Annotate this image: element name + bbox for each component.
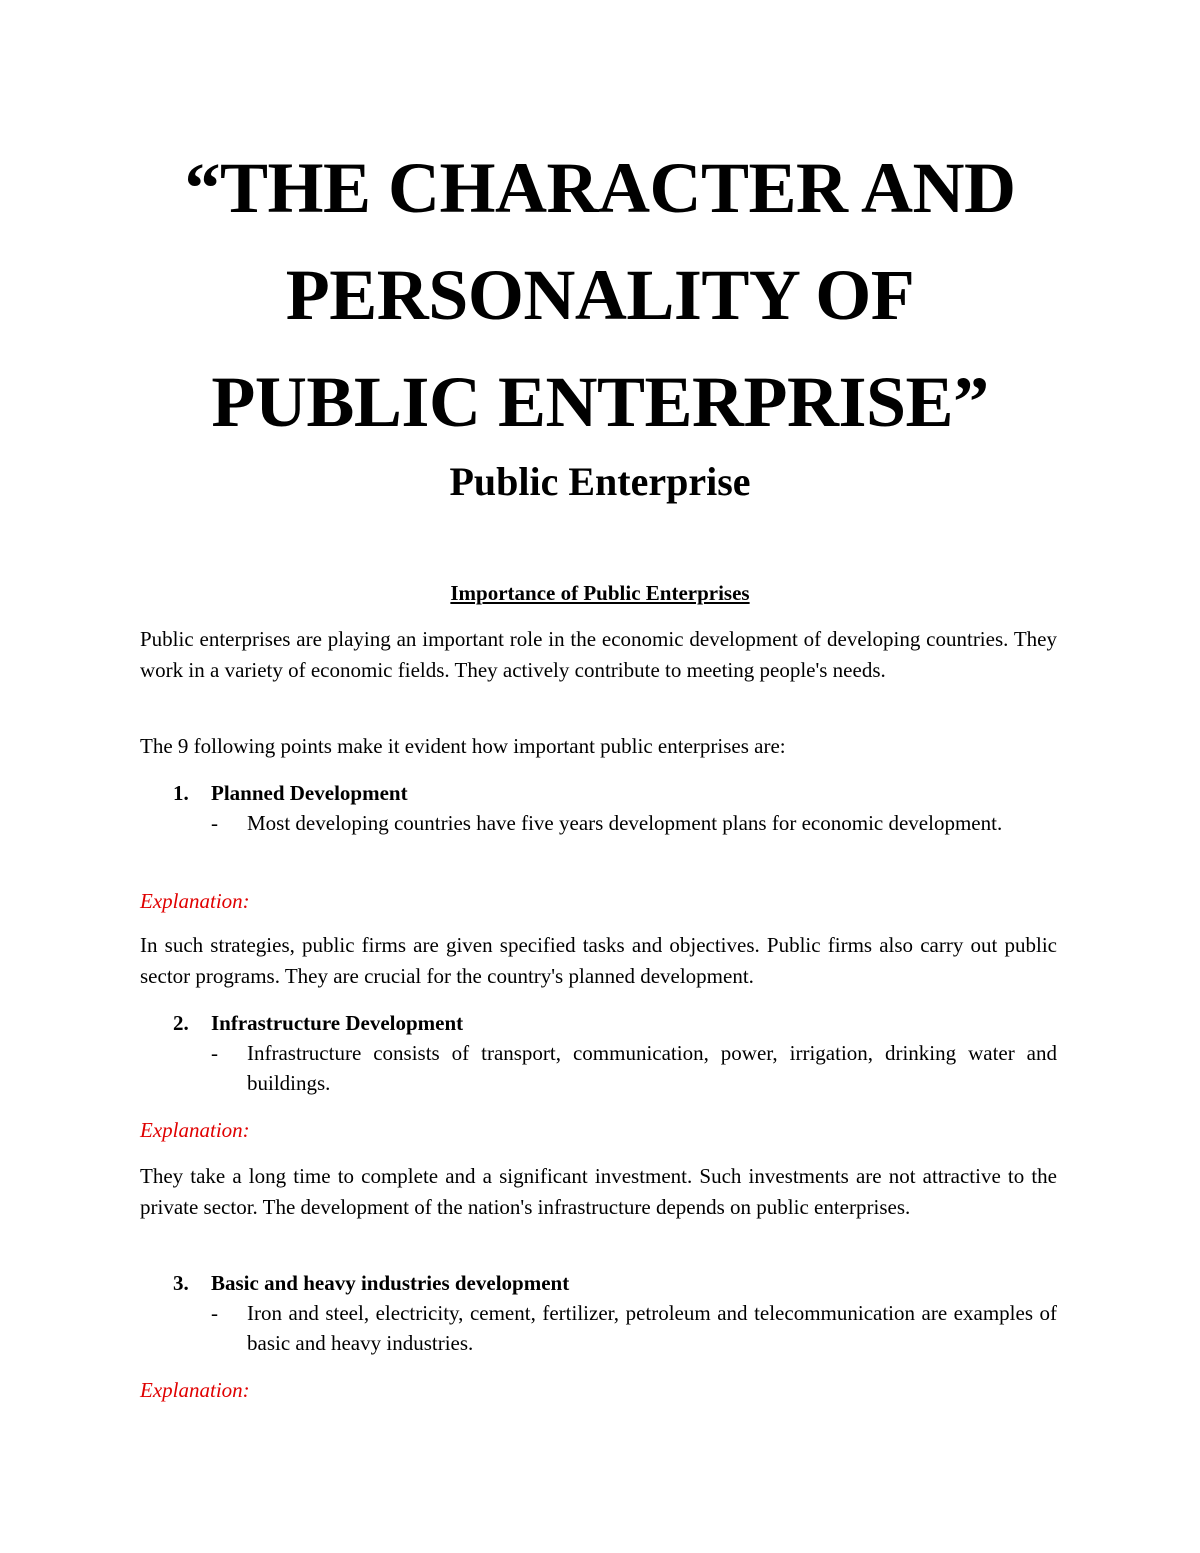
- list-item-detail-text: Iron and steel, electricity, cement, fertilizer, petroleum and telecommunication are examples of basic and heavy industries.: [247, 1301, 1057, 1355]
- list-item-detail-text: Most developing countries have five years development plans for economic development.: [247, 811, 1003, 835]
- list-item-number: 2.: [173, 1011, 189, 1035]
- list-item-number: 1.: [173, 781, 189, 805]
- explanation-paragraph: In such strategies, public firms are given specified tasks and objectives. Public firms also carry out public sector programs. They are crucial for the country's planned development.: [140, 933, 1057, 988]
- list-item-heading: Planned Development: [211, 781, 408, 805]
- explanation-label: Explanation:: [140, 1118, 250, 1142]
- list-item-number: 3.: [173, 1271, 189, 1295]
- list-item-heading: Infrastructure Development: [211, 1011, 464, 1035]
- list-item-detail: [211, 1038, 1057, 1098]
- list-item-title: [173, 778, 1057, 808]
- dash-bullet: -: [211, 1041, 218, 1065]
- list-item-detail: [211, 808, 1057, 838]
- list-item-title: [173, 1268, 1057, 1298]
- list-item-heading: Basic and heavy industries development: [211, 1271, 570, 1295]
- section-heading: Importance of Public Enterprises: [450, 581, 750, 605]
- document-title-line-3: PUBLIC ENTERPRISE”: [211, 362, 989, 442]
- dash-bullet: -: [211, 1301, 218, 1325]
- dash-bullet: -: [211, 811, 218, 835]
- document-subtitle: Public Enterprise: [449, 459, 751, 504]
- document-title-line-1: “THE CHARACTER AND: [184, 148, 1016, 228]
- explanation-label: Explanation:: [140, 1378, 250, 1402]
- list-item-detail-text: Infrastructure consists of transport, communication, power, irrigation, drinking water and buildings.: [247, 1041, 1057, 1095]
- explanation-label: Explanation:: [140, 889, 250, 913]
- intro-paragraph: Public enterprises are playing an important role in the economic development of developing countries. They work in a variety of economic fields. They actively contribute to meeting people's needs.: [140, 627, 1057, 682]
- list-item-title: [173, 1008, 1057, 1038]
- lead-in-paragraph: The 9 following points make it evident how important public enterprises are:: [140, 734, 786, 758]
- document-title-line-2: PERSONALITY OF: [285, 255, 915, 335]
- list-item-detail: [211, 1298, 1057, 1358]
- explanation-paragraph: They take a long time to complete and a significant investment. Such investments are not attractive to the private sector. The development of the nation's infrastructure depends on public enterprises.: [140, 1164, 1057, 1219]
